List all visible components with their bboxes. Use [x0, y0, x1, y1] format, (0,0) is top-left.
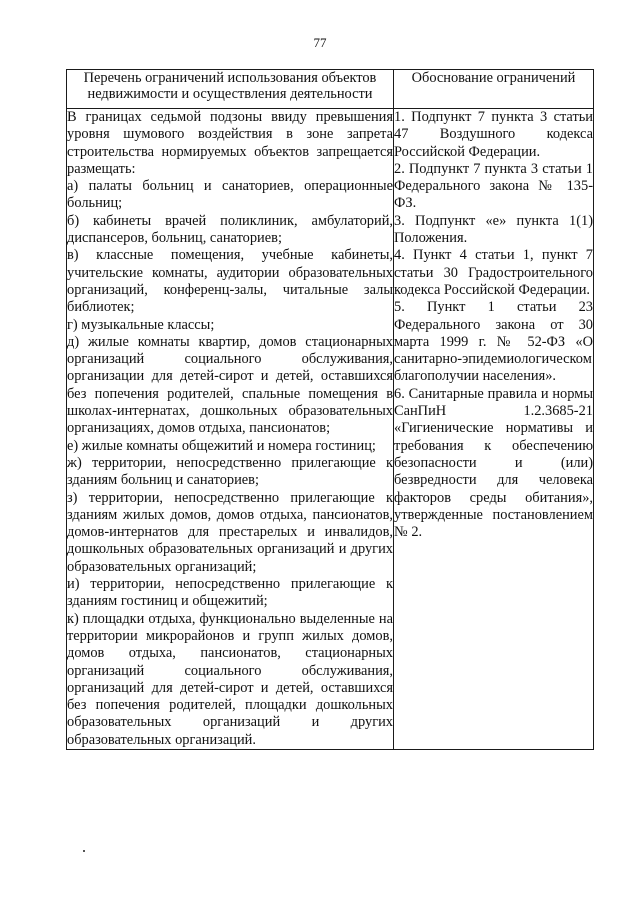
restriction-item-e: е) жилые комнаты общежитий и номера гостиниц;	[67, 437, 376, 454]
restriction-item-a: а) палаты больниц и санаториев, операционные больниц;	[67, 178, 393, 212]
justification-item-5: 5. Пункт 1 статьи 23 Федерального закона от 30 марта 1999 г. № 52-ФЗ «О санитарно-эпидемиологическом благополучии населения».	[394, 299, 593, 385]
justification-item-1: 1. Подпункт 7 пункта 3 статьи 47 Воздушного кодекса Российской Федерации.	[394, 109, 593, 160]
justification-item-2: 2. Подпункт 7 пункта 3 статьи 1 Федерального закона № 135-ФЗ.	[394, 160, 593, 212]
justification-item-6: 6. Санитарные правила и нормы СанПиН 1.2.3685-21 «Гигиенические нормативы и требования к обеспечению безопасности и (или) безвредности для человека факторов среды обитания», утвержденные постановлением № 2.	[394, 385, 593, 541]
header-restrictions: Перечень ограничений использования объектов недвижимости и осуществления деятельности	[67, 70, 394, 109]
page-number: 77	[313, 35, 327, 50]
scan-speck	[83, 850, 85, 852]
restriction-item-k: к) площадки отдыха, функционально выделенные на территории микрорайонов и групп жилых домов, домов отдыха, пансионатов, стационарных организаций социального обслуживания, организаций для детей-сирот и детей, оставшихся без попечения родителей, площадки дошкольных образовательных организаций и других образовательных организаций.	[67, 610, 393, 748]
restriction-item-z: з) территории, непосредственно прилегающие к зданиям жилых домов, домов отдыха, пансионатов, домов-интернатов для престарелых и инвалидов, дошкольных образовательных организаций и других образовательных организаций;	[67, 489, 393, 575]
restriction-item-d: д) жилые комнаты квартир, домов стационарных организаций социального обслуживания, организации для детей-сирот и детей, оставшихся без попечения родителей, спальные помещения в школах-интернатах, дошкольных образовательных организациях, домов отдыха, пансионатов;	[67, 333, 393, 437]
restriction-item-b: б) кабинеты врачей поликлиник, амбулаторий, диспансеров, больниц, санаториев;	[67, 212, 393, 247]
restrictions-table	[66, 69, 594, 750]
restriction-item-i: и) территории, непосредственно прилегающие к зданиям гостиниц и общежитий;	[67, 576, 393, 610]
restrictions-cell	[67, 109, 394, 750]
justification-item-4: 4. Пункт 4 статьи 1, пункт 7 статьи 30 Градостроительного кодекса Российской Федерации.	[394, 247, 593, 298]
table-row	[67, 109, 594, 750]
table-header-row	[67, 70, 594, 109]
restriction-item-zh: ж) территории, непосредственно прилегающие к зданиям больниц и санаториев;	[67, 454, 393, 489]
restriction-item-v: в) классные помещения, учебные кабинеты, учительские комнаты, аудитории образовательных организаций, конференц-залы, читальные залы библиотек;	[67, 247, 393, 316]
justification-item-3: 3. Подпункт «е» пункта 1(1) Положения.	[394, 212, 593, 247]
restriction-item-g: г) музыкальные классы;	[67, 316, 215, 333]
header-justification: Обоснование ограничений	[394, 70, 594, 109]
justifications-cell	[394, 109, 594, 750]
restriction-intro: В границах седьмой подзоны ввиду превышения уровня шумового воздействия в зоне запрета строительства нормируемых объектов запрещается размещать:	[67, 109, 393, 177]
